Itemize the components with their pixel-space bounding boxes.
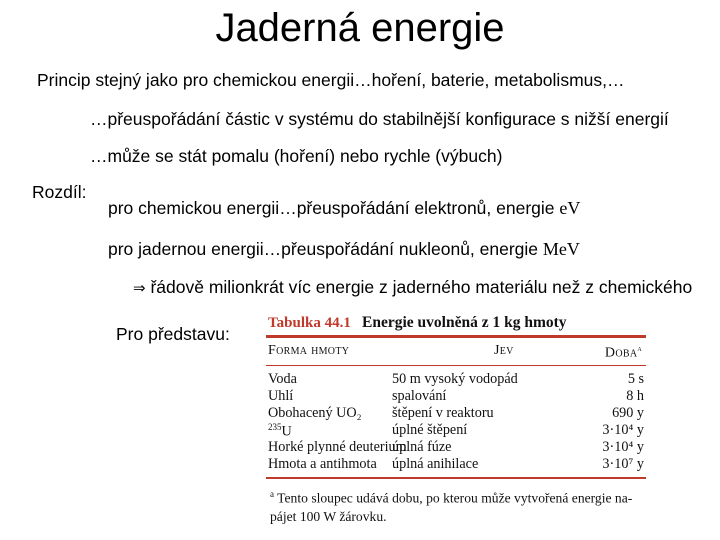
table-row: Horké plynné deuterium úplná fúze 3·10⁴ y — [268, 439, 644, 455]
speed-text: …může se stát pomalu (hoření) nebo rychle (výbuch) — [90, 146, 503, 166]
table-caption-title: Energie uvolněná z 1 kg hmoty — [362, 314, 567, 331]
table-row: Uhlí spalování 8 h — [268, 388, 644, 404]
table-footnote-line1: Tento sloupec udává dobu, po kterou může vytvořená energie na- — [277, 490, 633, 506]
table-header-event: Jev — [494, 343, 514, 358]
difference-label: Rozdíl: — [32, 182, 87, 202]
chemical-energy-line — [108, 198, 580, 219]
page-title: Jaderná energie — [215, 6, 505, 50]
table-row: Voda 50 m vysoký vodopád 5 s — [268, 371, 644, 387]
table-row: Obohacený UO₂ štěpení v reaktoru 690 y — [268, 405, 644, 421]
conclusion-text: řádově milionkrát víc energie z jaderného materiálu než z chemického — [150, 277, 693, 297]
table-header-time: Doba$^a$ — [604, 343, 642, 361]
table-bottom-rule — [266, 477, 646, 479]
chemical-energy-unit: eV — [559, 198, 581, 218]
chemical-energy-text: pro chemickou energii…přeuspořádání elektronů, energie — [108, 198, 555, 218]
principle-text: Princip stejný jako pro chemickou energii…hoření, baterie, metabolismus,… — [37, 70, 625, 90]
nuclear-energy-unit: MeV — [542, 239, 580, 259]
table-caption-number: Tabulka 44.1 — [268, 315, 351, 331]
table-top-rule — [266, 335, 646, 338]
for-idea-label: Pro představu: — [116, 324, 230, 344]
table-header-form: Forma hmoty — [268, 343, 350, 358]
implies-arrow-icon: ⇒ — [133, 279, 146, 297]
nuclear-energy-text: pro jadernou energii…přeuspořádání nukleonů, energie — [108, 239, 539, 259]
rearrangement-text: …přeuspořádání částic v systému do stabilnější konfigurace s nižší energií — [90, 109, 669, 129]
table-row: $^{235}$U úplné štěpení 3·10⁴ y — [268, 422, 644, 440]
table-row: Hmota a antihmota úplná anihilace 3·10⁷ y — [268, 456, 644, 472]
conclusion-line — [133, 277, 692, 298]
table-footnote: $^a$ Tento sloupec udává dobu, po kterou může vytvořená energie na- pájet 100 W žárovku. — [270, 489, 633, 524]
table-footnote-line2: pájet 100 W žárovku. — [270, 508, 387, 524]
energy-table — [262, 313, 650, 525]
table-header-rule — [266, 365, 646, 366]
nuclear-energy-line — [108, 239, 580, 260]
